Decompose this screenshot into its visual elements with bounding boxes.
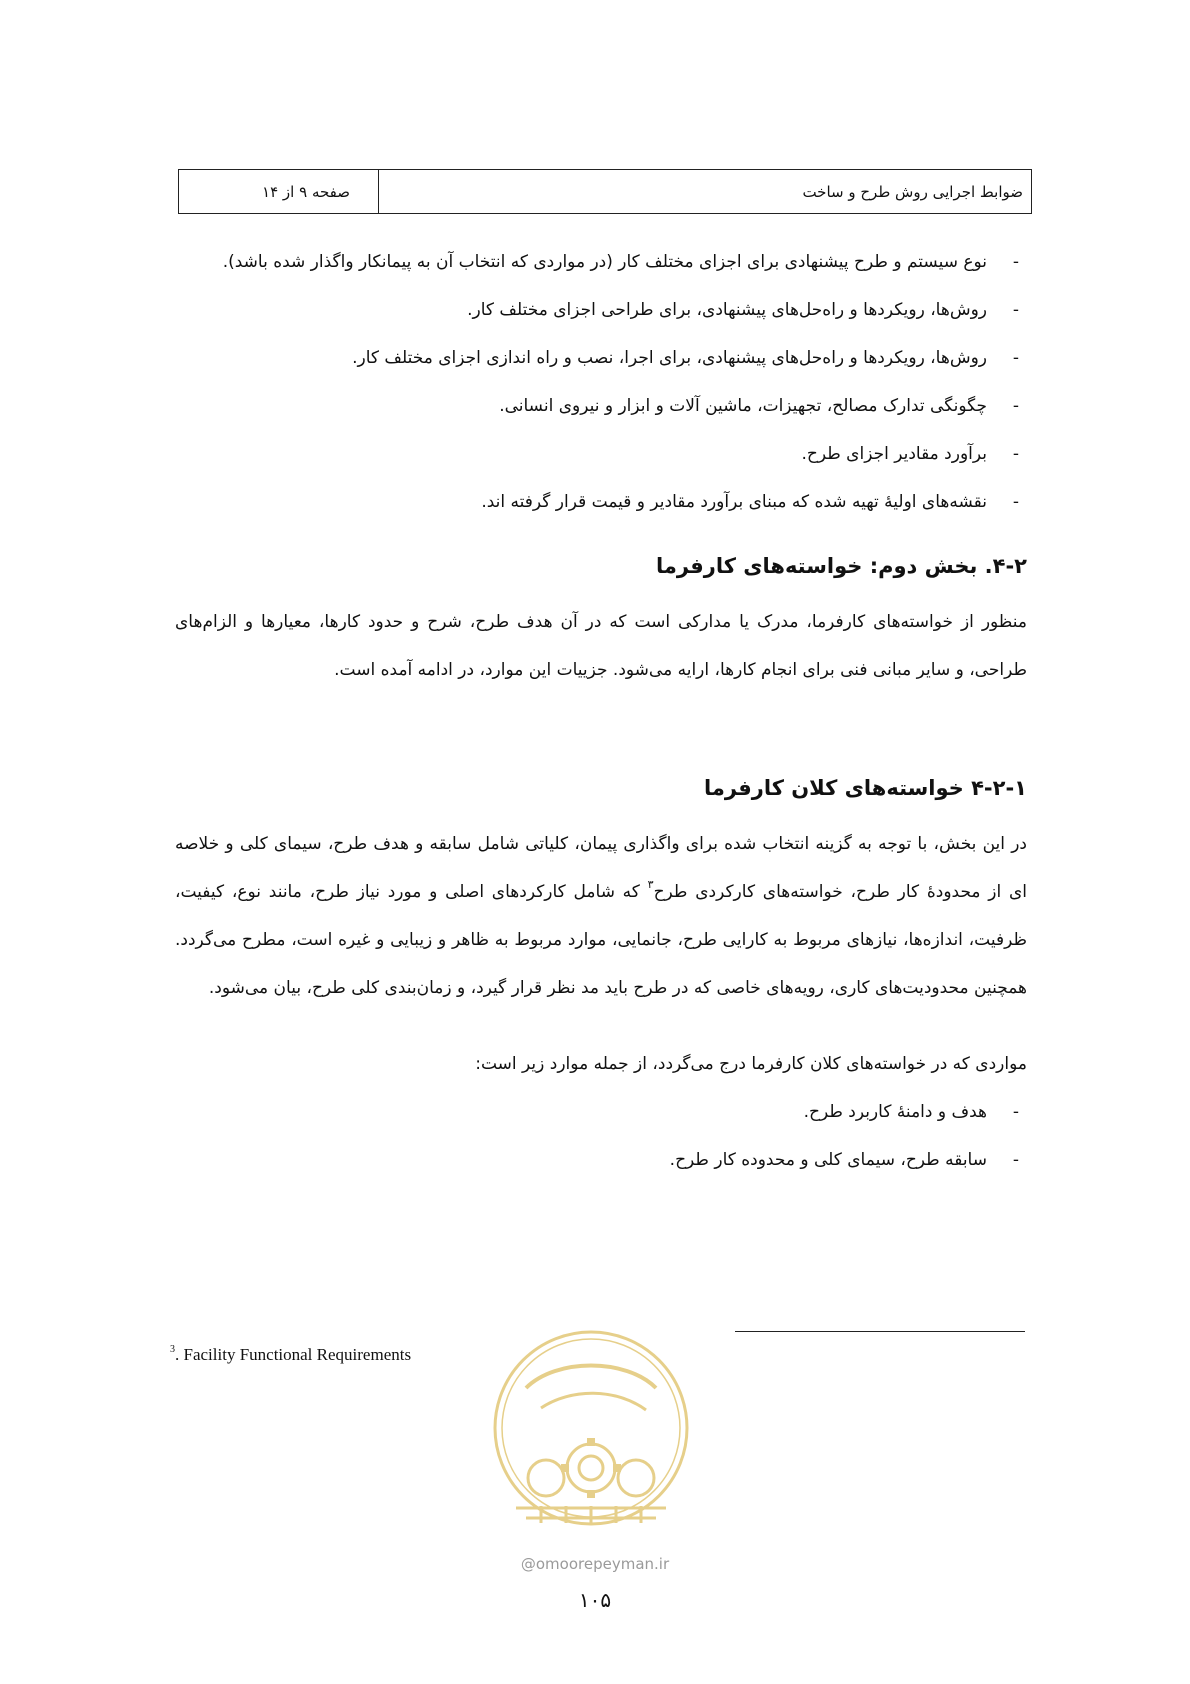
header-page-count: صفحه ۹ از ۱۴ [179,170,379,213]
proposal-items-list [175,238,1027,526]
paragraph-text: در این بخش، با توجه به گزینه انتخاب شده برای واگذاری پیمان، کلیاتی شامل سابقه و هدف طرح، سیمای کلی و خلاصه ای از محدودهٔ کار طرح، خواسته‌های کارکردی طرح [175,834,1028,902]
footnote-text: . Facility Functional Requirements [175,1345,412,1364]
footnote-separator [735,1331,1025,1332]
subsection-heading-macro-requirements: ۴-۲-۱ خواسته‌های کلان کارفرما [704,776,1027,800]
macro-items-list [175,1088,1027,1184]
list-item: - برآورد مقادیر اجزای طرح. [175,430,1027,478]
page-header [178,169,1032,214]
page-body [175,238,1027,1184]
section-paragraph: منظور از خواسته‌های کارفرما، مدرک یا مدارکی است که در آن هدف طرح، شرح و حدود کارها، معیارها و الزام‌های طراحی، و سایر مبانی فنی برای انجام کارها، ارایه می‌شود. جزییات این موارد، در ادامه آمده است. [175,612,1027,680]
footnote-ref: ۳ [647,878,654,891]
watermark-logo [486,1318,696,1568]
list-item: - روش‌ها، رویکردها و راه‌حل‌های پیشنهادی، برای طراحی اجزای مختلف کار. [175,286,1027,334]
list-item: - نقشه‌های اولیهٔ تهیه شده که مبنای برآورد مقادیر و قیمت قرار گرفته اند. [175,478,1027,526]
footnote-number: 3 [170,1344,175,1355]
items-intro: مواردی که در خواسته‌های کلان کارفرما درج می‌گردد، از جمله موارد زیر است: [475,1054,1027,1074]
section-heading-employer-requirements: ۴-۲. بخش دوم: خواسته‌های کارفرما [656,554,1027,578]
paragraph-text-cont: که شامل کارکردهای اصلی و مورد نیاز طرح، مانند نوع، کیفیت، ظرفیت، اندازه‌ها، نیازهای مربوط به کارایی طرح، جانمایی، موارد مربوط به ظاهر و زیبایی و غیره است، مطرح می‌گردد. همچنین محدودیت‌های کاری، رویه‌های خاصی که در طرح باید مد نظر قرار گیرد، و زمان‌بندی کلی طرح، بیان می‌شود. [175,882,1027,998]
list-item: - سابقه طرح، سیمای کلی و محدوده کار طرح. [175,1136,1027,1184]
list-item: - چگونگی تدارک مصالح، تجهیزات، ماشین آلات و ابزار و نیروی انسانی. [175,382,1027,430]
page-number: ۱۰۵ [578,1588,612,1612]
watermark-url: @omoorepeyman.ir [520,1555,670,1573]
list-item: - نوع سیستم و طرح پیشنهادی برای اجزای مختلف کار (در مواردی که انتخاب آن به پیمانکار واگذار شده باشد). [175,238,1027,286]
list-item: - روش‌ها، رویکردها و راه‌حل‌های پیشنهادی، برای اجرا، نصب و راه اندازی اجزای مختلف کار. [175,334,1027,382]
list-item: - هدف و دامنهٔ کاربرد طرح. [175,1088,1027,1136]
header-doc-title: ضوابط اجرایی روش طرح و ساخت [802,182,1023,201]
subsection-paragraph [175,820,1027,1012]
